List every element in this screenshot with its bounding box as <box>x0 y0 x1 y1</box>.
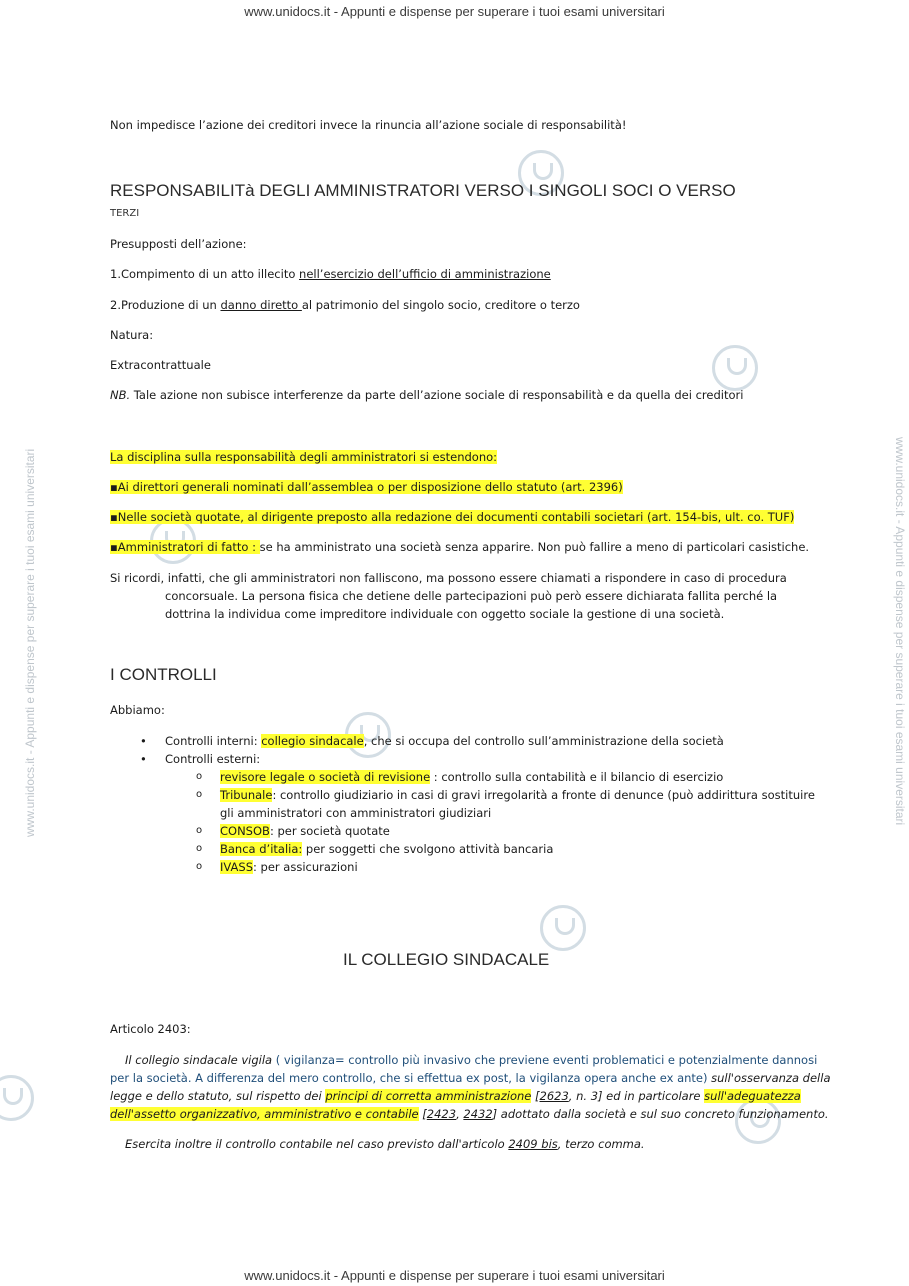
presupposto-2: 2.Produzione di un danno diretto al patrimonio del singolo socio, creditore o terzo <box>110 298 580 312</box>
ricordi-line-2: concorsuale. La persona fisica che detiene delle partecipazioni può però essere dichiarata fallita perché la <box>165 589 778 603</box>
section-title-collegio-sindacale: IL COLLEGIO SINDACALE <box>343 950 550 969</box>
nb-note: NB. Tale azione non subisce interferenze da parte dell’azione sociale di responsabilità e da quella dei creditori <box>110 388 744 402</box>
disciplina-line: La disciplina sulla responsabilità degli amministratori si estendono: <box>110 450 498 464</box>
ricordi-line-1: Si ricordi, infatti, che gli amministratori non falliscono, ma possono essere chiamati a rispondere in caso di procedura <box>110 571 787 585</box>
section-title-controlli: I CONTROLLI <box>110 665 217 684</box>
link-2623[interactable]: 2623 <box>539 1089 569 1103</box>
link-2409-bis[interactable]: 2409 bis <box>508 1137 558 1151</box>
bullet-icon: • <box>140 752 147 766</box>
natura-value: Extracontrattuale <box>110 358 211 372</box>
link-2432[interactable]: 2432 <box>463 1107 493 1121</box>
unidocs-logo-icon <box>712 345 758 391</box>
unidocs-logo-icon <box>540 905 586 951</box>
list-item-controlli-esterni: • Controlli esterni: <box>140 752 261 766</box>
disciplina-item-2: ▪Nelle società quotate, al dirigente preposto alla redazione dei documenti contabili societari (art. 154-bis, ult. co. TUF) <box>110 510 795 524</box>
bullet-icon: • <box>140 734 147 748</box>
article-line-4: dell'assetto organizzativo, amministrativo e contabile [2423, 2432] adottato dalla società e sul suo concreto funzionamento. <box>110 1107 829 1121</box>
watermark-footer: www.unidocs.it - Appunti e dispense per superare i tuoi esami universitari <box>244 1268 665 1283</box>
article-line-2: per la società. A differenza del mero controllo, che si effettua ex post, la vigilanza opera anche ex ante) sull'osservanza della <box>110 1071 831 1085</box>
article-line-3: legge e dello statuto, sul rispetto dei principi di corretta amministrazione [2623, n. 3] ed in particolare sull'adeguatezza <box>110 1089 801 1103</box>
presupposti-label: Presupposti dell’azione: <box>110 237 247 251</box>
link-2423[interactable]: 2423 <box>426 1107 457 1121</box>
watermark-side-left: www.unidocs.it - Appunti e dispense per superare i tuoi esami universitari <box>23 448 37 837</box>
section-title-responsabilita: RESPONSABILITà DEGLI AMMINISTRATORI VERSO I SINGOLI SOCI O VERSO <box>110 181 736 200</box>
circle-bullet-icon: o <box>196 861 203 872</box>
disciplina-item-3: ▪Amministratori di fatto : se ha amministrato una società senza apparire. Non può fallire a meno di particolari casistiche. <box>110 540 810 554</box>
presupposto-1: 1.Compimento di un atto illecito nell’esercizio dell’ufficio di amministrazione <box>110 267 551 281</box>
ricordi-line-3: dottrina la individua come impreditore individuale con oggetto sociale la gestione di una società. <box>165 607 725 621</box>
sublist-item-tribunale-cont: gli amministratori con amministratori giudiziari <box>220 806 492 820</box>
sublist-item-consob: o CONSOB: per società quotate <box>196 824 390 838</box>
article-line-5: Esercita inoltre il controllo contabile nel caso previsto dall'articolo 2409 bis, terzo comma. <box>125 1137 645 1151</box>
unidocs-logo-icon <box>0 1075 34 1121</box>
circle-bullet-icon: o <box>196 771 203 782</box>
sublist-item-banca-italia: o Banca d’italia: per soggetti che svolgono attività bancaria <box>196 842 554 856</box>
disciplina-item-1: ▪Ai direttori generali nominati dall’assemblea o per disposizione dello statuto (art. 2396) <box>110 480 623 494</box>
section-title-continuation: TERZI <box>110 208 140 219</box>
list-item-controlli-interni: • Controlli interni: collegio sindacale, che si occupa del controllo sull’amministrazione della società <box>140 734 724 748</box>
natura-label: Natura: <box>110 328 154 342</box>
intro-line: Non impedisce l’azione dei creditori invece la rinuncia all’azione sociale di responsabilità! <box>110 118 627 132</box>
circle-bullet-icon: o <box>196 843 203 854</box>
watermark-header: www.unidocs.it - Appunti e dispense per superare i tuoi esami universitari <box>244 4 665 19</box>
article-line-1: Il collegio sindacale vigila ( vigilanza= controllo più invasivo che previene eventi problematici e potenzialmente dannosi <box>125 1053 818 1067</box>
sublist-item-tribunale: o Tribunale: controllo giudiziario in casi di gravi irregolarità a fronte di denunce (può addirittura sostituire <box>196 788 815 802</box>
articolo-label: Articolo 2403: <box>110 1022 191 1036</box>
abbiamo-label: Abbiamo: <box>110 703 165 717</box>
watermark-side-right: www.unidocs.it - Appunti e dispense per superare i tuoi esami universitari <box>893 437 907 826</box>
sublist-item-ivass: o IVASS: per assicurazioni <box>196 860 358 874</box>
circle-bullet-icon: o <box>196 789 203 800</box>
circle-bullet-icon: o <box>196 825 203 836</box>
sublist-item-revisore: o revisore legale o società di revisione : controllo sulla contabilità e il bilancio di esercizio <box>196 770 724 784</box>
